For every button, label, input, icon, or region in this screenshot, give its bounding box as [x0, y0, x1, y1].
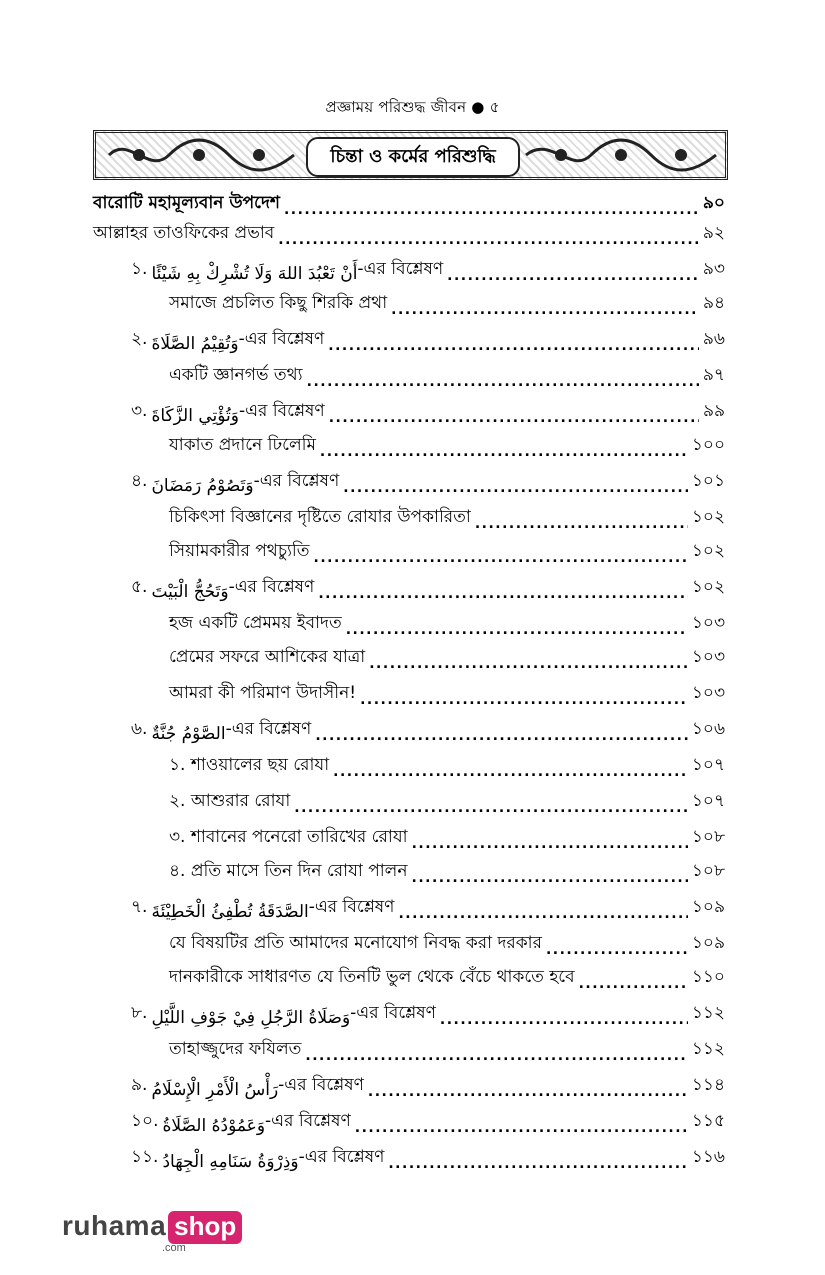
- entry-title: প্রেমের সফরে আশিকের যাত্রা: [169, 647, 366, 667]
- entry-number: ৫.: [131, 577, 148, 597]
- dot-leader: [314, 550, 688, 566]
- entry-number: ১.: [131, 259, 148, 279]
- running-header: প্রজ্ঞাময় পরিশুদ্ধ জীবন ● ৫: [325, 98, 500, 116]
- entry-title: আমরা কী পরিমাণ উদাসীন!: [169, 683, 357, 703]
- entry-title: -এর বিশ্লেষণ: [357, 259, 444, 279]
- toc-entry: [169, 608, 725, 638]
- dot-leader: [447, 268, 699, 284]
- entry-number: ৩.: [131, 401, 148, 421]
- toc-entry: [131, 714, 725, 744]
- toc-entry: [131, 1106, 725, 1136]
- entry-title: -এর বিশ্লেষণ: [238, 329, 325, 349]
- dot-leader: [440, 1012, 688, 1028]
- dot-leader: [391, 302, 699, 318]
- entry-title: সমাজে প্রচলিত কিছু শিরকি প্রথা: [169, 293, 388, 313]
- entry-arabic-text: وَتَحُجُّ الْبَيْتَ: [151, 582, 229, 602]
- entry-title: আল্লাহর তাওফিকের প্রভাব: [93, 223, 275, 243]
- toc-entry: [131, 892, 725, 922]
- left-ornament: [99, 135, 304, 175]
- entry-page-number: ১০২: [691, 577, 725, 597]
- entry-page-number: ১০৮: [691, 861, 725, 881]
- entry-arabic-text: الصَّدَقَةُ تُطْفِئُ الْخَطِيْئَةَ: [151, 902, 309, 922]
- toc-entry: [169, 928, 725, 958]
- toc-entry: [131, 1142, 725, 1172]
- entry-page-number: ১০২: [691, 541, 725, 561]
- dot-leader: [412, 836, 688, 852]
- dot-leader: [318, 586, 688, 602]
- entry-title: -এর বিশ্লেষণ: [278, 1075, 364, 1095]
- toc-entry: [169, 822, 725, 852]
- dot-leader: [579, 976, 688, 992]
- entry-number: ৬.: [131, 719, 148, 739]
- entry-page-number: ৯৯: [702, 401, 725, 421]
- dot-leader: [278, 232, 699, 248]
- entry-page-number: ১০৮: [691, 827, 725, 847]
- entry-title: হজ একটি প্রেমময় ইবাদত: [169, 613, 342, 633]
- toc-entry: [169, 288, 725, 318]
- chapter-title: চিন্তা ও কর্মের পরিশুদ্ধি: [306, 137, 520, 177]
- entry-number: ৮.: [131, 1003, 148, 1023]
- entry-title: -এর বিশ্লেষণ: [298, 1147, 385, 1167]
- entry-title: -এর বিশ্লেষণ: [253, 471, 340, 491]
- entry-number: ৯.: [131, 1075, 148, 1095]
- dot-leader: [320, 444, 688, 460]
- dot-leader: [315, 728, 688, 744]
- dot-leader: [355, 1120, 688, 1136]
- toc-entry: [93, 218, 725, 248]
- entry-page-number: ১০৭: [691, 755, 725, 775]
- entry-arabic-text: وَتَصُوْمُ رَمَضَانَ: [151, 476, 254, 496]
- entry-page-number: ১১৫: [691, 1111, 725, 1131]
- dot-leader: [360, 692, 688, 708]
- entry-number: ১০.: [131, 1111, 159, 1131]
- right-ornament: [521, 135, 721, 175]
- entry-title: একটি জ্ঞানগর্ভ তথ্য: [169, 365, 303, 385]
- entry-arabic-text: رَأْسُ الْأَمْرِ الْإِسْلَامُ: [151, 1080, 279, 1100]
- entry-title: -এর বিশ্লেষণ: [308, 897, 395, 917]
- entry-number: ১১.: [131, 1147, 159, 1167]
- dot-leader: [284, 202, 699, 218]
- entry-page-number: ৯০: [702, 193, 725, 213]
- entry-title: ৪. প্রতি মাসে তিন দিন রোযা পালন: [169, 861, 408, 881]
- dot-leader: [333, 764, 688, 780]
- chapter-banner: [93, 130, 728, 180]
- entry-page-number: ১০৭: [691, 791, 725, 811]
- toc-entry: [169, 962, 725, 992]
- toc-entry: [131, 396, 725, 426]
- entry-arabic-text: أَنْ تَعْبُدَ اللهَ وَلَا تُشْرِكْ بِهِ شَيْئًا: [151, 264, 358, 284]
- toc-entry: [131, 998, 725, 1028]
- dot-leader: [329, 410, 699, 426]
- dot-leader: [369, 656, 688, 672]
- dot-leader: [346, 622, 688, 638]
- toc-entry: [169, 856, 725, 886]
- entry-number: ৭.: [131, 897, 148, 917]
- entry-page-number: ৯২: [702, 223, 725, 243]
- entry-page-number: ১০৯: [691, 933, 725, 953]
- watermark-logo: ruhama shop .com: [62, 1210, 242, 1250]
- dot-leader: [294, 800, 688, 816]
- entry-title: বারোটি মহামূল্যবান উপদেশ: [93, 193, 280, 213]
- dot-leader: [546, 942, 688, 958]
- toc-entry: [169, 678, 725, 708]
- entry-title: -এর বিশ্লেষণ: [265, 1111, 351, 1131]
- entry-title: চিকিৎসা বিজ্ঞানের দৃষ্টিতে রোযার উপকারিতা: [169, 507, 471, 527]
- dot-leader: [307, 374, 699, 390]
- entry-page-number: ১০১: [691, 471, 725, 491]
- entry-arabic-text: وَتُقِيْمُ الصَّلَاةَ: [151, 334, 239, 354]
- entry-arabic-text: وَتُؤْتِي الزَّكَاةَ: [151, 406, 239, 426]
- entry-page-number: ১০৩: [691, 613, 725, 633]
- entry-title: -এর বিশ্লেষণ: [350, 1003, 436, 1023]
- toc-entry: [169, 430, 725, 460]
- entry-arabic-text: وَذِرْوَةُ سَنَامِهِ الْجِهَادُ: [162, 1152, 299, 1172]
- entry-title: -এর বিশ্লেষণ: [238, 401, 325, 421]
- entry-title: সিয়ামকারীর পথচ্যুতি: [169, 541, 310, 561]
- entry-title: ৩. শাবানের পনেরো তারিখের রোযা: [169, 827, 408, 847]
- dot-leader: [388, 1156, 688, 1172]
- entry-page-number: ১১০: [691, 967, 725, 987]
- toc-entry: [169, 642, 725, 672]
- entry-arabic-text: وَصَلَاةُ الرَّجُلِ فِيْ جَوْفِ اللَّيْلِ: [151, 1008, 351, 1028]
- entry-page-number: ৯৩: [702, 259, 725, 279]
- entry-number: ৪.: [131, 471, 148, 491]
- entry-title: দানকারীকে সাধারণত যে তিনটি ভুল থেকে বেঁচে থাকতে হবে: [169, 967, 575, 987]
- entry-title: -এর বিশ্লেষণ: [228, 577, 315, 597]
- entry-page-number: ১১২: [691, 1039, 725, 1059]
- entry-page-number: ১১৪: [691, 1075, 725, 1095]
- dot-leader: [343, 480, 688, 496]
- entry-arabic-text: وَعَمُوْدُهُ الصَّلَاةُ: [162, 1116, 266, 1136]
- dot-leader: [412, 870, 688, 886]
- entry-page-number: ৯৬: [702, 329, 725, 349]
- toc-entry: [131, 324, 725, 354]
- dot-leader: [305, 1048, 687, 1064]
- toc-entry: [93, 188, 725, 218]
- entry-title: ২. আশুরার রোযা: [169, 791, 291, 811]
- toc-entry: [169, 1034, 725, 1064]
- entry-page-number: ১০৯: [691, 897, 725, 917]
- toc-entry: [131, 466, 725, 496]
- dot-leader: [328, 338, 699, 354]
- entry-page-number: ৯৪: [702, 293, 725, 313]
- toc-entry: [169, 502, 725, 532]
- toc-entry: [131, 572, 725, 602]
- entry-page-number: ১১৬: [691, 1147, 725, 1167]
- toc-entry: [169, 536, 725, 566]
- dot-leader: [398, 906, 687, 922]
- entry-page-number: ১০৬: [691, 719, 725, 739]
- entry-title: তাহাজ্জুদের ফযিলত: [169, 1039, 302, 1059]
- entry-title: যাকাত প্রদানে ঢিলেমি: [169, 435, 316, 455]
- toc-entry: [169, 360, 725, 390]
- entry-title: যে বিষয়টির প্রতি আমাদের মনোযোগ নিবদ্ধ করা দরকার: [169, 933, 542, 953]
- entry-page-number: ১০৩: [691, 683, 725, 703]
- entry-page-number: ১১২: [691, 1003, 725, 1023]
- dot-leader: [475, 516, 688, 532]
- entry-title: -এর বিশ্লেষণ: [225, 719, 312, 739]
- entry-page-number: ১০০: [691, 435, 725, 455]
- toc-entry: [169, 786, 725, 816]
- entry-arabic-text: الصَّوْمُ جُنَّةٌ: [151, 724, 226, 744]
- entry-page-number: ৯৭: [702, 365, 725, 385]
- entry-number: ২.: [131, 329, 148, 349]
- entry-page-number: ১০২: [691, 507, 725, 527]
- toc-entry: [169, 750, 725, 780]
- toc-entry: [131, 1070, 725, 1100]
- toc-entry: [131, 254, 725, 284]
- dot-leader: [368, 1084, 688, 1100]
- entry-title: ১. শাওয়ালের ছয় রোযা: [169, 755, 330, 775]
- entry-page-number: ১০৩: [691, 647, 725, 667]
